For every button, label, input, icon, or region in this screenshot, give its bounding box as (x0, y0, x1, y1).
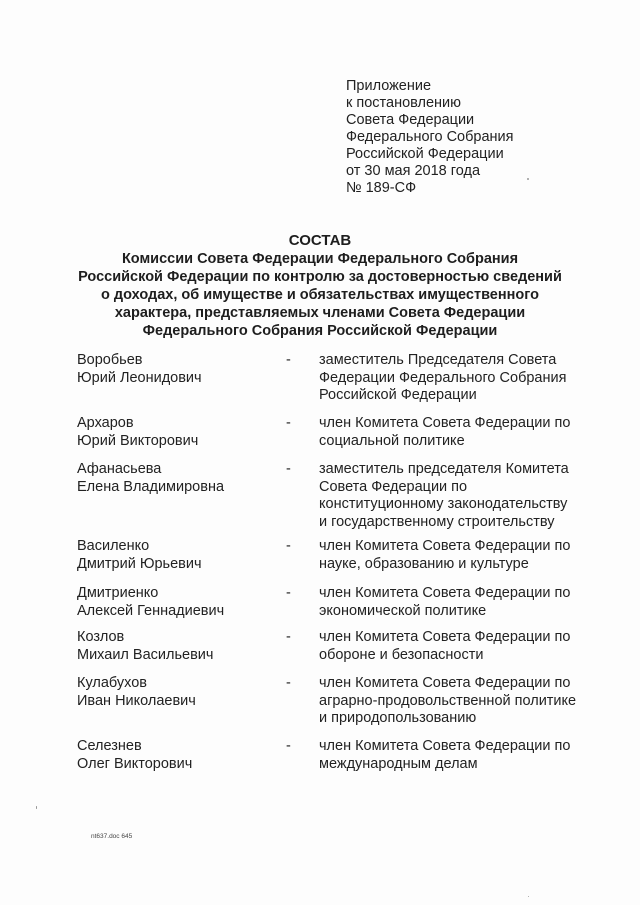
appendix-line: к постановлению (346, 95, 462, 111)
appendix-line: от 30 мая 2018 года (346, 163, 481, 179)
role-line: Совета Федерации по (319, 478, 468, 495)
member-surname: Афанасьева (77, 461, 162, 477)
role-line: член Комитета Совета Федерации по (319, 538, 571, 554)
member-surname: Дмитриенко (77, 585, 159, 601)
member-role (319, 629, 599, 664)
member-dash: - (286, 352, 291, 368)
member-given-names: Дмитрий Юрьевич (77, 555, 202, 572)
heading-line: характера, представляемых членами Совета Федерации (114, 305, 526, 321)
member-name (77, 585, 224, 620)
member-surname: Козлов (77, 629, 125, 645)
member-name (77, 461, 224, 496)
role-line: социальной политике (319, 432, 465, 449)
member-role (319, 352, 599, 405)
scan-speck (527, 178, 529, 180)
heading-line: о доходах, об имуществе и обязательствах имущественного (101, 287, 539, 303)
member-role (319, 538, 599, 573)
scan-speck (528, 896, 529, 897)
role-line: Федерации Федерального Собрания (319, 369, 567, 386)
member-given-names: Юрий Леонидович (77, 369, 202, 386)
role-line: член Комитета Совета Федерации по (319, 629, 571, 645)
appendix-line: Совета Федерации (346, 112, 475, 128)
member-name (77, 738, 192, 773)
heading-line: Федерального Собрания Российской Федерации (142, 323, 498, 339)
member-surname: Селезнев (77, 738, 142, 754)
member-surname: Василенко (77, 538, 150, 554)
role-line: обороне и безопасности (319, 646, 484, 663)
member-given-names: Елена Владимировна (77, 478, 225, 495)
role-line: и природопользованию (319, 710, 477, 726)
role-line: член Комитета Совета Федерации по (319, 675, 571, 691)
role-line: член Комитета Совета Федерации по (319, 585, 571, 601)
heading-line: Комиссии Совета Федерации Федерального Собрания (121, 251, 519, 267)
member-given-names: Иван Николаевич (77, 692, 196, 709)
member-surname: Кулабухов (77, 675, 147, 691)
role-line: заместитель Председателя Совета (319, 352, 557, 368)
member-dash: - (286, 538, 291, 554)
member-role (319, 415, 599, 450)
member-dash: - (286, 415, 291, 431)
appendix-line: Приложение (346, 78, 432, 94)
heading-title: СОСТАВ (288, 232, 352, 249)
member-name (77, 415, 198, 450)
role-line: конституционному законодательству (319, 496, 568, 512)
role-line: экономической политике (319, 602, 487, 619)
member-given-names: Алексей Геннадиевич (77, 602, 225, 619)
member-role (319, 585, 599, 620)
member-surname: Воробьев (77, 352, 143, 368)
member-name (77, 675, 196, 710)
member-given-names: Олег Викторович (77, 755, 193, 772)
role-line: и государственному строительству (319, 513, 555, 530)
member-given-names: Юрий Викторович (77, 432, 199, 449)
member-dash: - (286, 629, 291, 645)
scan-speck (36, 806, 37, 809)
appendix-line: № 189-СФ (346, 180, 417, 196)
role-line: аграрно-продовольственной политике (319, 692, 577, 709)
role-line: член Комитета Совета Федерации по (319, 738, 571, 754)
role-line: науке, образованию и культуре (319, 555, 529, 572)
member-role (319, 461, 599, 531)
appendix-line: Российской Федерации (346, 146, 504, 162)
member-dash: - (286, 585, 291, 601)
role-line: член Комитета Совета Федерации по (319, 415, 571, 431)
member-name (77, 352, 202, 387)
member-given-names: Михаил Васильевич (77, 646, 214, 663)
heading-line: Российской Федерации по контролю за достоверностью сведений (78, 269, 562, 285)
file-footer: nt637.doc 645 (91, 833, 133, 840)
member-role (319, 675, 599, 728)
member-surname: Архаров (77, 415, 134, 431)
role-line: заместитель председателя Комитета (319, 461, 569, 477)
member-name (77, 629, 213, 664)
member-dash: - (286, 738, 291, 754)
member-name (77, 538, 202, 573)
appendix-line: Федерального Собрания (346, 129, 514, 145)
member-dash: - (286, 675, 291, 691)
role-line: международным делам (319, 755, 478, 772)
role-line: Российской Федерации (319, 387, 477, 403)
member-dash: - (286, 461, 291, 477)
member-role (319, 738, 599, 773)
